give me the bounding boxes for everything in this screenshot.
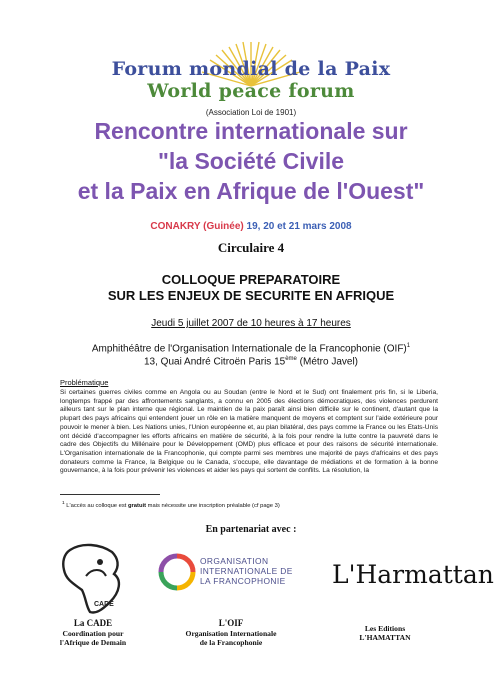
association-note: (Association Loi de 1901) bbox=[205, 108, 297, 117]
footnote-divider bbox=[60, 494, 160, 495]
forum-title-en: World peace forum bbox=[147, 80, 355, 102]
partner-harmattan-caption bbox=[330, 624, 440, 643]
oif-desc-2: de la Francophonie bbox=[199, 638, 263, 648]
cade-desc-2: l'Afrique de Demain bbox=[59, 638, 127, 648]
oif-name: L'OIF bbox=[218, 618, 244, 628]
oif-logo-text bbox=[200, 556, 293, 586]
venue-name: Amphithéâtre de l'Organisation Internationale de la Francophonie (OIF) bbox=[91, 343, 407, 355]
venue-metro: (Métro Javel) bbox=[296, 356, 358, 368]
oif-ring-icon bbox=[158, 553, 196, 591]
footnote-text-b: mais nécessite une inscription préalable (cf page 3) bbox=[146, 502, 280, 509]
circular-number: Circulaire 4 bbox=[217, 240, 285, 255]
harmattan-name: Les Editions bbox=[364, 624, 406, 633]
venue-line-1 bbox=[0, 343, 502, 354]
section-heading-problematique: Problématique bbox=[60, 378, 109, 387]
cade-name: La CADE bbox=[73, 618, 113, 628]
forum-title-fr: Forum mondial de la Paix bbox=[111, 58, 391, 80]
cade-desc-1: Coordination pour bbox=[62, 629, 124, 638]
cade-logo-text: CADE bbox=[94, 601, 114, 608]
harmattan-logo: L'Harmattan bbox=[332, 560, 494, 589]
footnote-marker: 1 bbox=[62, 501, 65, 506]
oif-logo-line-1: ORGANISATION bbox=[200, 556, 269, 566]
footnote-text-a: L'accès au colloque est bbox=[64, 502, 128, 509]
event-city: CONAKRY (Guinée) bbox=[150, 221, 244, 232]
ordinal-suffix: ème bbox=[285, 356, 297, 362]
colloquium-title-line-2: SUR LES ENJEUX DE SECURITE EN AFRIQUE bbox=[107, 288, 395, 303]
africa-map-icon bbox=[56, 540, 128, 616]
partner-oif-caption bbox=[166, 618, 296, 648]
event-title-line-1: Rencontre internationale sur bbox=[94, 118, 408, 144]
harmattan-desc-1: L'HAMATTAN bbox=[359, 633, 411, 643]
colloquium-date: Jeudi 5 juillet 2007 de 10 heures à 17 heures bbox=[151, 318, 351, 329]
event-dates: 19, 20 et 21 mars 2008 bbox=[246, 221, 352, 232]
colloquium-title-line-1: COLLOQUE PREPARATOIRE bbox=[161, 272, 341, 287]
footnote-ref: 1 bbox=[406, 343, 411, 349]
oif-logo-line-3: LA FRANCOPHONIE bbox=[200, 576, 286, 586]
event-title-line-3: et la Paix en Afrique de l'Ouest" bbox=[77, 178, 425, 204]
event-dateline bbox=[0, 221, 502, 232]
section-body-problematique: Si certaines guerres civiles comme en Angola ou au Soudan (entre le Nord et le Sud) ont finalement pris fin, si le Liberia, longtemps frappé par des affrontements sanglants, a connu en 2005 des élections démocratiques, des violences perdurent ailleurs tant sur le plan interne que régional. Le maintien de la paix paraît ainsi bien difficile sur le continent, d'autant que la plupart des pays africains qui entendent jouer un rôle en la matière manquent de moyens et comptent sur l'aide extérieure pour pouvoir le mener à bien. Les Nations unies, l'Union européenne et, au plan bilatéral, des pays comme la France ou les Etats-Unis ont décidé d'accompagner les efforts africains en matière de sécurité, à la fois pour rendre la lutte contre la pauvreté dans le cadre des Objectifs du Millénaire pour le Développement (OMD) plus efficace et pour des raisons de sécurité internationale. L'Organisation internationale de la Francophonie, qui compte parmi ses membres une majorité de pays d'africains et des pays donateurs comme la France, la Belgique ou le Canada, s'occupe, elle davantage de médiations et de formation à la bonne gouvernance, à la fois pour prévenir les violences et aider les pays qui sortent de conflits. La résolution, la bbox=[60, 389, 438, 475]
event-title-line-2: "la Société Civile bbox=[157, 148, 345, 174]
venue-line-2 bbox=[0, 356, 502, 367]
venue-address: 13, Quai André Citroën Paris 15 bbox=[144, 356, 286, 368]
oif-logo-line-2: INTERNATIONALE DE bbox=[200, 566, 293, 576]
partners-heading: En partenariat avec : bbox=[205, 524, 297, 535]
oif-desc-1: Organisation Internationale bbox=[185, 629, 277, 638]
footnote bbox=[62, 501, 280, 509]
footnote-text-bold: gratuit bbox=[128, 502, 147, 509]
partner-cade-caption bbox=[38, 618, 148, 648]
